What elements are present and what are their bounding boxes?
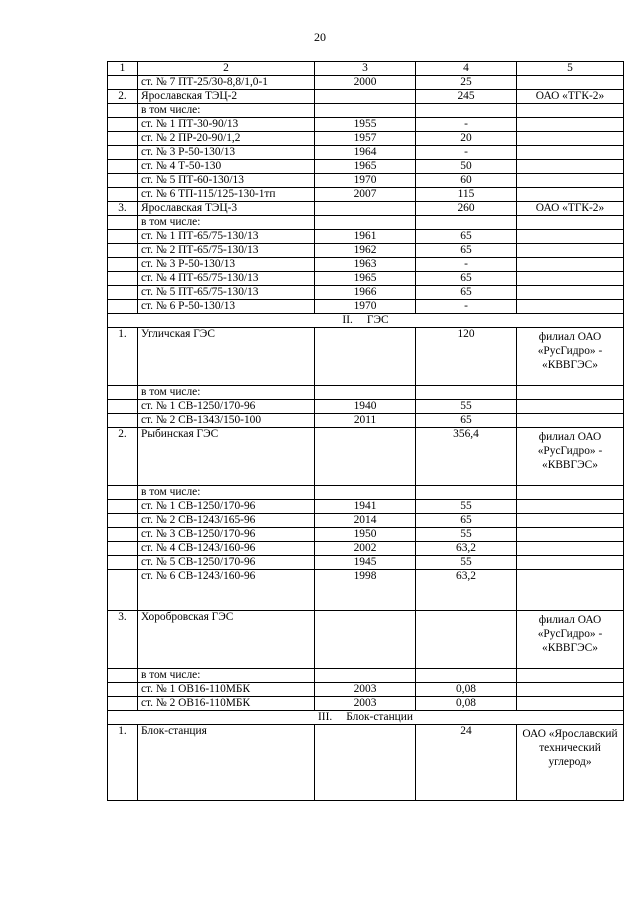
owner-cell [517,258,624,272]
year-cell: 2007 [315,188,416,202]
table-row [108,414,624,428]
row-number-cell [108,76,138,90]
owner-cell [517,500,624,514]
column-number-cell: 2 [138,62,315,76]
year-cell [315,486,416,500]
plant-name-cell: ст. № 3 Р-50-130/13 [138,258,315,272]
plant-name-cell: ст. № 6 СВ-1243/160-96 [138,570,315,611]
owner-cell [517,570,624,611]
table-row [108,328,624,386]
row-number-cell [108,244,138,258]
plant-name-cell: ст. № 5 ПТ-60-130/13 [138,174,315,188]
section-header-cell [108,711,624,725]
owner-cell [517,386,624,400]
owner-cell [517,514,624,528]
plant-name-cell: ст. № 2 ПР-20-90/1,2 [138,132,315,146]
owner-cell [517,188,624,202]
plant-name-cell: ст. № 6 Р-50-130/13 [138,300,315,314]
capacity-cell: 20 [416,132,517,146]
capacity-cell: 55 [416,400,517,414]
year-cell: 1957 [315,132,416,146]
year-cell: 1965 [315,272,416,286]
row-number-cell: 1. [108,328,138,386]
owner-cell [517,528,624,542]
table-row [108,486,624,500]
owner-cell [517,486,624,500]
owner-cell [517,556,624,570]
row-number-cell: 1. [108,725,138,801]
capacity-cell: - [416,146,517,160]
owner-cell: филиал ОАО «РусГидро» - «КВВГЭС» [517,428,624,486]
year-cell: 1964 [315,146,416,160]
plant-name-cell: ст. № 2 СВ-1243/165-96 [138,514,315,528]
table-row [108,542,624,556]
row-number-cell [108,132,138,146]
capacity-cell: 65 [416,514,517,528]
plant-name-cell: ст. № 1 ПТ-30-90/13 [138,118,315,132]
section-title: ГЭС [366,314,389,326]
capacity-cell: 55 [416,500,517,514]
table-row [108,428,624,486]
table-row [108,76,624,90]
year-cell: 1966 [315,286,416,300]
table-row [108,202,624,216]
plant-name-cell: в том числе: [138,216,315,230]
table-row [108,90,624,104]
section-roman-numeral: III. [318,711,333,723]
column-number-cell: 4 [416,62,517,76]
owner-cell: филиал ОАО «РусГидро» - «КВВГЭС» [517,611,624,669]
year-cell: 1970 [315,300,416,314]
capacity-cell: 63,2 [416,542,517,556]
table-row [108,174,624,188]
table-body [108,62,624,801]
column-number-cell: 5 [517,62,624,76]
row-number-cell [108,286,138,300]
plant-name-cell: в том числе: [138,486,315,500]
row-number-cell [108,104,138,118]
year-cell: 1955 [315,118,416,132]
capacity-cell: 25 [416,76,517,90]
table-row [108,104,624,118]
row-number-cell: 3. [108,611,138,669]
capacity-cell: 55 [416,556,517,570]
row-number-cell [108,300,138,314]
row-number-cell [108,272,138,286]
plant-name-cell: ст. № 2 СВ-1343/150-100 [138,414,315,428]
capacity-cell: 50 [416,160,517,174]
row-number-cell [108,400,138,414]
section-header-row [108,314,624,328]
plant-name-cell: в том числе: [138,104,315,118]
year-cell: 2002 [315,542,416,556]
owner-cell [517,230,624,244]
year-cell: 2003 [315,683,416,697]
year-cell [315,386,416,400]
table-row [108,286,624,300]
owner-cell: ОАО «ТГК-2» [517,90,624,104]
row-number-cell [108,486,138,500]
owner-cell [517,300,624,314]
capacity-cell [416,104,517,118]
capacity-cell: 63,2 [416,570,517,611]
row-number-cell [108,216,138,230]
capacity-cell: 115 [416,188,517,202]
capacity-cell: 65 [416,414,517,428]
year-cell: 1970 [315,174,416,188]
plant-name-cell: в том числе: [138,669,315,683]
row-number-cell [108,514,138,528]
owner-cell [517,132,624,146]
owner-cell [517,76,624,90]
table-row [108,556,624,570]
year-cell: 1961 [315,230,416,244]
plant-name-cell: ст. № 1 ОВ16-110МБК [138,683,315,697]
table-row [108,697,624,711]
row-number-cell [108,683,138,697]
row-number-cell [108,160,138,174]
year-cell: 1950 [315,528,416,542]
year-cell [315,669,416,683]
table-row [108,230,624,244]
year-cell: 1945 [315,556,416,570]
capacity-cell: 65 [416,230,517,244]
capacity-cell: 0,08 [416,697,517,711]
row-number-cell [108,174,138,188]
owner-cell: ОАО «Ярославский технический углерод» [517,725,624,801]
page-number: 20 [314,30,326,44]
year-cell: 2003 [315,697,416,711]
table-row [108,669,624,683]
table-row [108,244,624,258]
section-header-row [108,711,624,725]
plant-name-cell: ст. № 2 ПТ-65/75-130/13 [138,244,315,258]
owner-cell [517,286,624,300]
row-number-cell: 2. [108,428,138,486]
capacity-cell: 65 [416,244,517,258]
capacity-cell: 65 [416,272,517,286]
plant-name-cell: ст. № 1 ПТ-65/75-130/13 [138,230,315,244]
owner-cell [517,160,624,174]
capacity-cell [416,669,517,683]
plant-name-cell: ст. № 7 ПТ-25/30-8,8/1,0-1 [138,76,315,90]
capacity-cell: - [416,258,517,272]
plant-name-cell: ст. № 5 СВ-1250/170-96 [138,556,315,570]
table-row [108,300,624,314]
owner-cell [517,104,624,118]
row-number-cell [108,528,138,542]
year-cell: 1941 [315,500,416,514]
year-cell [315,328,416,386]
year-cell: 2011 [315,414,416,428]
plant-name-cell: Угличская ГЭС [138,328,315,386]
table-row [108,500,624,514]
owner-cell [517,118,624,132]
year-cell: 1940 [315,400,416,414]
table-row [108,725,624,801]
capacity-cell: - [416,118,517,132]
plant-name-cell: ст. № 4 Т-50-130 [138,160,315,174]
row-number-cell [108,188,138,202]
capacity-cell: 60 [416,174,517,188]
year-cell [315,104,416,118]
year-cell: 2000 [315,76,416,90]
table-row [108,272,624,286]
section-title: Блок-станции [346,711,413,723]
table-row [108,683,624,697]
year-cell [315,202,416,216]
row-number-cell [108,146,138,160]
plant-name-cell: Хоробровская ГЭС [138,611,315,669]
table-row [108,528,624,542]
owner-cell: филиал ОАО «РусГидро» - «КВВГЭС» [517,328,624,386]
plant-name-cell: ст. № 2 ОВ16-110МБК [138,697,315,711]
row-number-cell [108,570,138,611]
section-header-cell [108,314,624,328]
row-number-cell [108,697,138,711]
column-number-row [108,62,624,76]
capacity-cell: 260 [416,202,517,216]
owner-cell [517,146,624,160]
row-number-cell [108,500,138,514]
year-cell [315,428,416,486]
table-row [108,216,624,230]
table-row [108,611,624,669]
year-cell [315,725,416,801]
row-number-cell [108,386,138,400]
owner-cell [517,669,624,683]
table-row [108,570,624,611]
owner-cell [517,414,624,428]
owner-cell [517,683,624,697]
year-cell: 2014 [315,514,416,528]
table-row [108,118,624,132]
plant-name-cell: Ярославская ТЭЦ-3 [138,202,315,216]
row-number-cell [108,230,138,244]
row-number-cell: 3. [108,202,138,216]
plant-name-cell: ст. № 4 ПТ-65/75-130/13 [138,272,315,286]
section-roman-numeral: II. [342,314,353,326]
table-row [108,386,624,400]
year-cell: 1965 [315,160,416,174]
row-number-cell [108,556,138,570]
plant-name-cell: в том числе: [138,386,315,400]
plant-name-cell: ст. № 3 Р-50-130/13 [138,146,315,160]
plant-name-cell: ст. № 5 ПТ-65/75-130/13 [138,286,315,300]
plant-name-cell: Рыбинская ГЭС [138,428,315,486]
year-cell [315,611,416,669]
capacity-cell: - [416,300,517,314]
table-row [108,188,624,202]
row-number-cell [108,542,138,556]
owner-cell [517,174,624,188]
plant-name-cell: ст. № 1 СВ-1250/170-96 [138,400,315,414]
owner-cell [517,542,624,556]
table-row [108,400,624,414]
row-number-cell [108,669,138,683]
year-cell: 1962 [315,244,416,258]
owner-cell [517,697,624,711]
owner-cell [517,272,624,286]
row-number-cell [108,118,138,132]
capacity-cell: 24 [416,725,517,801]
year-cell [315,216,416,230]
column-number-cell: 1 [108,62,138,76]
table-row [108,146,624,160]
capacity-cell [416,216,517,230]
row-number-cell [108,258,138,272]
owner-cell [517,216,624,230]
plant-name-cell: Ярославская ТЭЦ-2 [138,90,315,104]
plant-name-cell: ст. № 4 СВ-1243/160-96 [138,542,315,556]
capacity-cell: 356,4 [416,428,517,486]
year-cell: 1963 [315,258,416,272]
power-plants-table [107,61,624,801]
table-row [108,160,624,174]
table-row [108,514,624,528]
table-row [108,258,624,272]
row-number-cell: 2. [108,90,138,104]
capacity-cell: 245 [416,90,517,104]
year-cell [315,90,416,104]
capacity-cell [416,386,517,400]
table-row [108,132,624,146]
owner-cell [517,400,624,414]
owner-cell: ОАО «ТГК-2» [517,202,624,216]
capacity-cell: 0,08 [416,683,517,697]
capacity-cell [416,486,517,500]
capacity-cell: 55 [416,528,517,542]
plant-name-cell: ст. № 3 СВ-1250/170-96 [138,528,315,542]
plant-name-cell: ст. № 1 СВ-1250/170-96 [138,500,315,514]
capacity-cell [416,611,517,669]
year-cell: 1998 [315,570,416,611]
capacity-cell: 120 [416,328,517,386]
column-number-cell: 3 [315,62,416,76]
plant-name-cell: ст. № 6 ТП-115/125-130-1тп [138,188,315,202]
owner-cell [517,244,624,258]
plant-name-cell: Блок-станция [138,725,315,801]
row-number-cell [108,414,138,428]
capacity-cell: 65 [416,286,517,300]
